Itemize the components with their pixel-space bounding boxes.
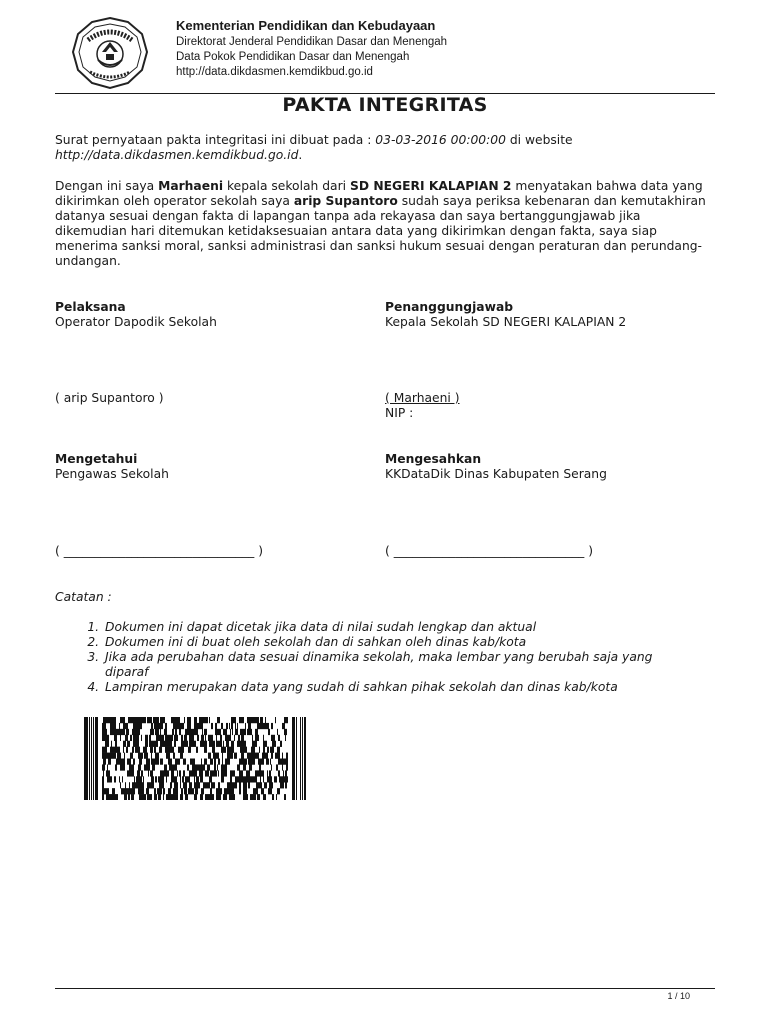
header-dapodik: Data Pokok Pendidikan Dasar dan Menengah: [176, 51, 410, 63]
sig-penanggungjawab-sign: [385, 391, 460, 421]
sig-mengesahkan-heading: Mengesahkan: [385, 452, 482, 466]
header-directorate: Direktorat Jenderal Pendidikan Dasar dan Menengah: [176, 36, 448, 48]
sig-mengetahui-role: Pengawas Sekolah: [55, 467, 169, 481]
statement-part4: sudah saya periksa kebenaran dan kemutakhiran datanya sesuai dengan fakta di lapangan tanpa ada rekayasa dan saya bertanggungjawab jika dikemudian hari ditemukan ketidaksesuaian antara data yang dikirimkan dengan fakta, saya siap menerima sanksi moral, sanksi administrasi dan sanksi hukum sesuai dengan peraturan dan perundang-undangan.: [55, 194, 706, 268]
document-title: PAKTA INTEGRITAS: [282, 94, 488, 116]
intro-end: .: [298, 148, 303, 162]
sig-penanggungjawab-nip: NIP :: [385, 406, 414, 420]
pdf417-barcode: [84, 717, 306, 800]
sig-penanggungjawab-role: Kepala Sekolah SD NEGERI KALAPIAN 2: [385, 315, 627, 329]
intro-website[interactable]: http://data.dikdasmen.kemdikbud.go.id: [55, 148, 299, 162]
note-item: 2. Dokumen ini di buat oleh sekolah dan di sahkan oleh dinas kab/kota: [103, 635, 695, 650]
page-number: 1 / 10: [667, 991, 690, 1001]
sig-pelaksana-heading: Pelaksana: [55, 300, 126, 314]
principal-name: Marhaeni: [158, 179, 224, 193]
sig-mengetahui: [55, 452, 169, 482]
note-item: 1. Dokumen ini dapat dicetak jika data di nilai sudah lengkap dan aktual: [103, 620, 695, 635]
school-name: SD NEGERI KALAPIAN 2: [349, 179, 512, 193]
notes-list: [55, 620, 695, 695]
notes-heading: Catatan :: [55, 590, 112, 604]
header-org: Kementerian Pendidikan dan Kebudayaan: [176, 18, 436, 33]
sig-pelaksana-role: Operator Dapodik Sekolah: [55, 315, 217, 329]
statement-part2: kepala sekolah dari: [223, 179, 350, 193]
sig-mengesahkan: [385, 452, 607, 482]
intro-paragraph: [55, 133, 715, 163]
intro-mid: di website: [505, 133, 573, 147]
sig-pelaksana: [55, 300, 217, 330]
sig-mengetahui-blank: ( _______________________________ ): [55, 544, 264, 558]
note-item: 3. Jika ada perubahan data sesuai dinamika sekolah, maka lembar yang berubah saja yang diparaf: [103, 650, 695, 680]
statement-part1: Dengan ini saya: [55, 179, 159, 193]
statement-paragraph: [55, 179, 710, 269]
sig-penanggungjawab-heading: Penanggungjawab: [385, 300, 514, 314]
note-item: 4. Lampiran merupakan data yang sudah di sahkan pihak sekolah dan dinas kab/kota: [103, 680, 695, 695]
footer-divider: [55, 988, 715, 989]
sig-penanggungjawab-name: ( Marhaeni ): [385, 391, 460, 405]
intro-before: Surat pernyataan pakta integritasi ini dibuat pada :: [55, 133, 376, 147]
sig-penanggungjawab: [385, 300, 626, 330]
intro-date: 03-03-2016 00:00:00: [375, 133, 506, 147]
sig-mengesahkan-role: KKDataDik Dinas Kabupaten Serang: [385, 467, 607, 481]
kemdikbud-logo: [70, 16, 150, 90]
sig-mengetahui-heading: Mengetahui: [55, 452, 138, 466]
operator-name: arip Supantoro: [293, 194, 398, 208]
sig-mengesahkan-blank: ( _______________________________ ): [385, 544, 594, 558]
sig-pelaksana-name: ( arip Supantoro ): [55, 391, 164, 405]
header-url[interactable]: http://data.dikdasmen.kemdikbud.go.id: [176, 66, 373, 78]
statement-part3: menyatakan bahwa data yang dikirimkan oleh operator sekolah saya: [55, 179, 703, 208]
